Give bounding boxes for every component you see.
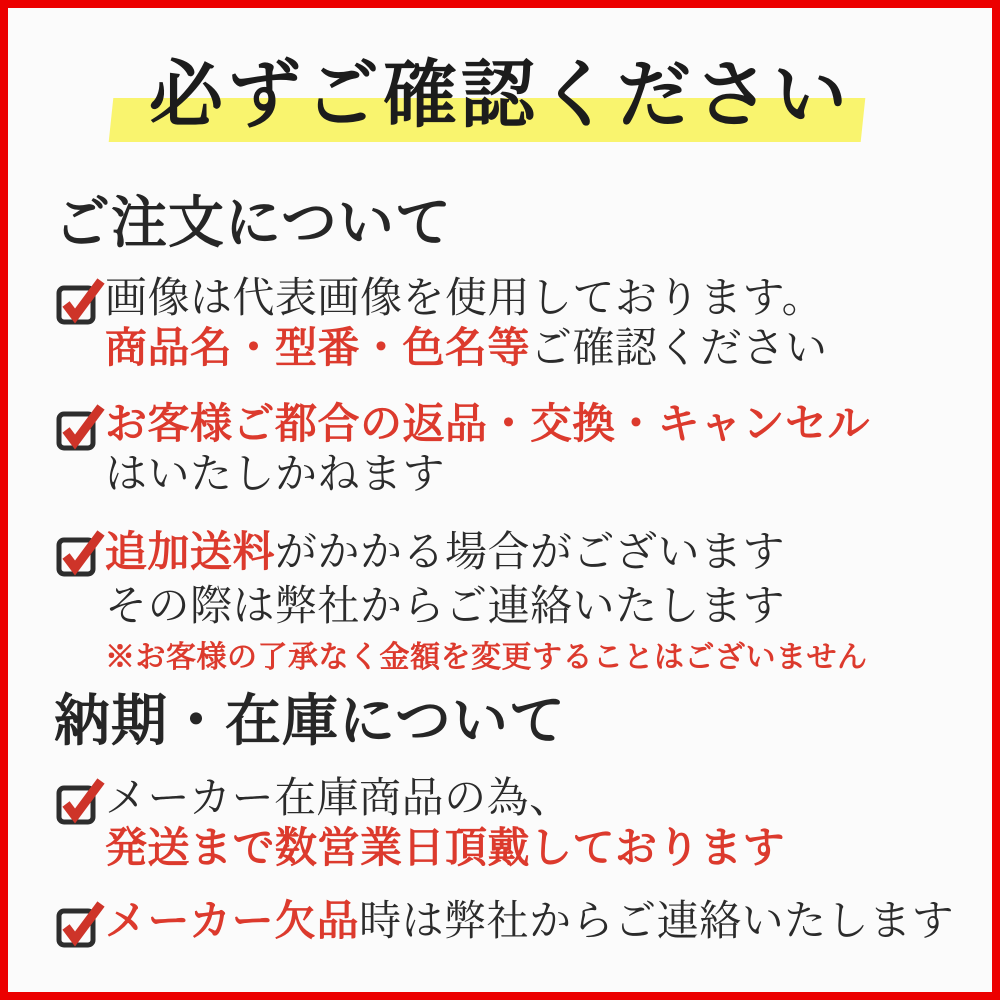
checked-checkbox-icon [55,897,105,949]
checked-checkbox-icon [55,526,105,578]
item-line [105,774,785,824]
footnote: ※お客様の了承なく金額を変更することはございません [105,641,868,674]
section-heading-stock: 納期・在庫について [54,691,566,753]
page-title: 必ずご確認ください [149,55,851,137]
item-line [105,580,868,634]
item-text-segment-emphasis: 商品名・型番・色名等 [105,326,531,372]
item-text-segment-emphasis: お客様ご都合の返品・交換・キャンセル [105,402,871,448]
checked-checkbox-icon [55,774,105,826]
notice-item-maker-stock [55,774,785,874]
notice-item-extra-shipping [55,526,868,676]
item-text [105,526,868,676]
item-text-segment-emphasis: メーカー欠品 [105,899,360,945]
notice-item-representative-image [55,274,828,374]
item-text [105,274,828,374]
item-line [105,824,785,874]
notice-item-maker-out-of-stock [55,897,954,947]
item-text-segment: がかかる場合がございます [275,530,786,576]
page-title-wrap [8,50,992,143]
item-text-segment-emphasis: 追加送料 [105,530,276,576]
checked-checkbox-icon [55,400,105,452]
item-text-segment: メーカー在庫商品の為、 [105,776,572,822]
item-text-segment: その際は弊社からご連絡いたします [105,584,786,630]
item-line [105,400,870,450]
item-line [105,897,954,947]
item-text-segment: 時は弊社からご連絡いたします [359,899,955,945]
item-text-segment: はいたしかねます [105,452,446,498]
item-text-segment: 画像は代表画像を使用しております。 [105,276,825,322]
item-line [105,450,870,500]
item-text [105,400,870,500]
item-line [105,274,828,324]
item-line [105,526,868,580]
notice-item-no-returns [55,400,870,500]
item-text-segment: ご確認ください [530,326,828,372]
section-heading-order: ご注文について [54,193,452,255]
item-text-segment-emphasis: 発送まで数営業日頂戴しております [105,826,786,872]
item-line [105,324,828,374]
checked-checkbox-icon [55,274,105,326]
item-text [105,897,954,947]
item-text [105,774,785,874]
